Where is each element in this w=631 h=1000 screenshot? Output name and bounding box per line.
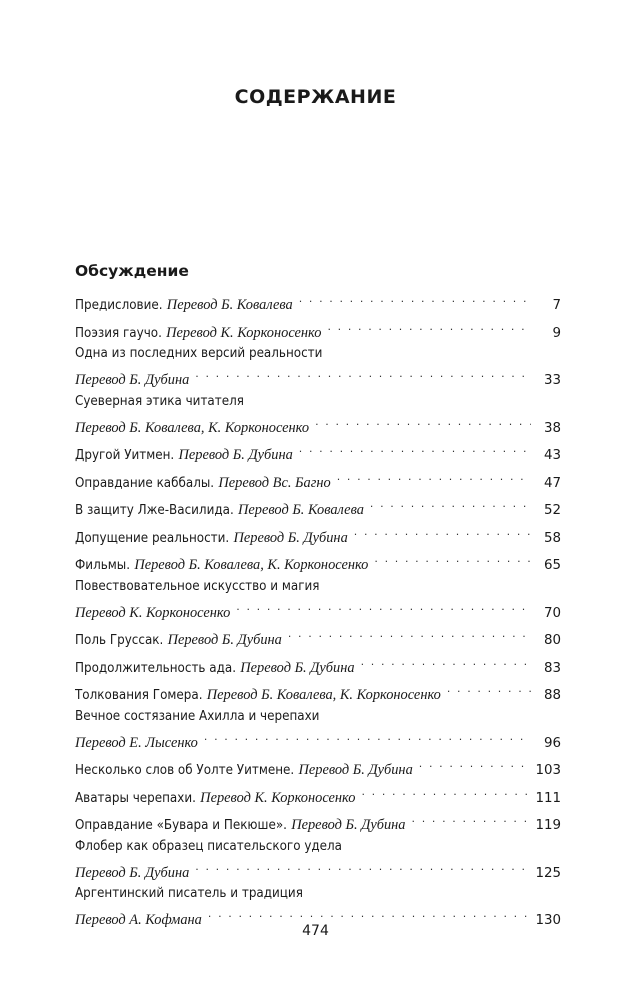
toc-entry-translator: Перевод Б. Ковалева, К. Корконосенко — [134, 557, 369, 573]
toc-entry-title: Толкования Гомера. — [75, 688, 203, 703]
toc-entry-title: Предисловие. — [75, 298, 163, 313]
toc-entry-page: 52 — [543, 503, 561, 518]
dot-leader — [327, 317, 531, 337]
toc-entry[interactable] — [75, 289, 561, 313]
toc-entry-translator: Перевод Б. Ковалева — [166, 297, 293, 313]
toc-entry[interactable] — [75, 679, 561, 703]
toc-title-line — [75, 707, 561, 727]
toc-entry-page: 83 — [543, 660, 561, 676]
toc-entry-page: 33 — [543, 373, 561, 388]
toc-entry-translator: Перевод Б. Ковалева — [238, 502, 364, 518]
toc-entry-title: Несколько слов об Уолте Уитмене. — [75, 763, 295, 778]
table-of-contents — [75, 289, 561, 932]
toc-entry-translator: Перевод Б. Дубина — [298, 762, 413, 778]
toc-entry[interactable] — [75, 782, 561, 806]
toc-title-line — [75, 837, 561, 857]
dot-leader — [315, 412, 531, 432]
toc-entry-translator: Перевод А. Кофмана — [75, 912, 202, 928]
dot-leader — [236, 597, 531, 617]
toc-entry[interactable] — [75, 809, 561, 833]
toc-line — [75, 522, 561, 546]
toc-entry[interactable] — [75, 317, 561, 341]
toc-entry-translator: Перевод Б. Дубина — [291, 817, 406, 833]
toc-entry-translator: Перевод Вс. Багно — [218, 474, 331, 491]
toc-entry-title: В защиту Лже-Василида. — [75, 503, 234, 518]
toc-line — [75, 494, 561, 518]
toc-line — [75, 439, 561, 463]
dot-leader — [299, 289, 531, 309]
toc-entry[interactable] — [75, 522, 561, 546]
toc-translator-line — [75, 364, 561, 388]
toc-entry[interactable] — [75, 577, 561, 621]
page-title: СОДЕРЖАНИЕ — [234, 86, 397, 108]
toc-entry-translator: Перевод Б. Дубина — [75, 864, 190, 881]
toc-entry-translator: Перевод Б. Дубина — [233, 529, 348, 546]
toc-entry-title: Поэзия гаучо. — [75, 325, 162, 341]
toc-entry-title: Аватары черепахи. — [75, 790, 196, 806]
dot-leader — [370, 494, 531, 514]
toc-entry-title: Вечное состязание Ахилла и черепахи — [75, 708, 320, 724]
toc-entry-page: 96 — [543, 735, 561, 751]
dot-leader — [337, 467, 531, 487]
toc-entry-title: Повествовательное искусство и магия — [75, 578, 320, 594]
toc-translator-line — [75, 597, 561, 621]
toc-entry-translator: Перевод Б. Дубина — [167, 632, 282, 648]
toc-entry-page: 58 — [543, 530, 561, 546]
page-number: 474 — [302, 923, 329, 939]
dot-leader — [354, 522, 531, 542]
dot-leader — [204, 727, 531, 747]
toc-entry[interactable] — [75, 392, 561, 436]
toc-entry-page: 70 — [543, 605, 561, 621]
toc-line — [75, 317, 561, 341]
toc-line — [75, 549, 561, 573]
toc-entry-title: Поль Груссак. — [75, 633, 164, 648]
dot-leader — [299, 439, 531, 459]
toc-entry-translator: Перевод Б. Дубина — [240, 659, 355, 676]
toc-entry-page: 38 — [543, 420, 561, 436]
toc-entry-page: 111 — [535, 790, 561, 806]
toc-entry-title: Фильмы. — [75, 558, 131, 573]
toc-line — [75, 782, 561, 806]
toc-entry-page: 88 — [543, 688, 561, 703]
toc-entry-page: 119 — [535, 818, 561, 833]
toc-entry-title: Продолжительность ада. — [75, 660, 236, 676]
toc-line — [75, 754, 561, 778]
dot-leader — [195, 857, 529, 877]
dot-leader — [208, 904, 530, 924]
toc-entry-page: 65 — [543, 558, 561, 573]
toc-entry[interactable] — [75, 344, 561, 388]
toc-entry-page: 103 — [535, 763, 561, 778]
toc-entry-page: 80 — [543, 633, 561, 648]
toc-line — [75, 289, 561, 313]
toc-title-line — [75, 344, 561, 364]
toc-entry-translator: Перевод Б. Ковалева, К. Корконосенко — [75, 419, 310, 436]
toc-title-line — [75, 577, 561, 597]
dot-leader — [361, 782, 529, 802]
toc-entry[interactable] — [75, 624, 561, 648]
toc-entry-translator: Перевод Б. Дубина — [178, 447, 293, 463]
toc-entry-title: Оправдание каббалы. — [75, 475, 215, 491]
toc-title-line — [75, 392, 561, 412]
toc-entry-page: 47 — [543, 475, 561, 491]
toc-entry-page: 9 — [552, 325, 561, 341]
toc-entry-title: Аргентинский писатель и традиция — [75, 886, 303, 901]
toc-entry-title: Оправдание «Бувара и Пекюше». — [75, 818, 287, 833]
toc-entry[interactable] — [75, 467, 561, 491]
toc-entry[interactable] — [75, 884, 561, 928]
toc-entry[interactable] — [75, 837, 561, 881]
section-heading: Обсуждение — [75, 262, 189, 280]
toc-entry[interactable] — [75, 494, 561, 518]
toc-entry[interactable] — [75, 754, 561, 778]
toc-entry-page: 130 — [535, 913, 561, 928]
toc-entry[interactable] — [75, 652, 561, 676]
toc-entry-title: Допущение реальности. — [75, 530, 230, 546]
toc-entry[interactable] — [75, 439, 561, 463]
toc-translator-line — [75, 857, 561, 881]
dot-leader — [419, 754, 530, 774]
toc-entry-title: Флобер как образец писательского удела — [75, 838, 343, 854]
toc-entry-page: 125 — [535, 865, 561, 881]
toc-entry-translator: Перевод Е. Лысенко — [75, 734, 198, 751]
dot-leader — [361, 652, 531, 672]
dot-leader — [195, 364, 531, 384]
toc-entry-translator: Перевод К. Корконосенко — [75, 604, 231, 621]
toc-entry-translator: Перевод Б. Дубина — [75, 372, 190, 388]
toc-entry-translator: Перевод К. Корконосенко — [166, 324, 322, 341]
dot-leader — [288, 624, 531, 644]
dot-leader — [412, 809, 530, 829]
toc-entry-title: Одна из последних версий реальности — [75, 346, 323, 361]
toc-entry-title: Другой Уитмен. — [75, 448, 175, 463]
toc-entry-page: 7 — [552, 298, 561, 313]
dot-leader — [374, 549, 531, 569]
toc-line — [75, 809, 561, 833]
toc-entry[interactable] — [75, 707, 561, 751]
toc-title-line — [75, 884, 561, 904]
toc-entry-title: Суеверная этика читателя — [75, 393, 244, 409]
toc-line — [75, 652, 561, 676]
toc-translator-line — [75, 904, 561, 928]
toc-line — [75, 467, 561, 491]
toc-entry-translator: Перевод К. Корконосенко — [200, 789, 356, 806]
toc-line — [75, 679, 561, 703]
toc-entry[interactable] — [75, 549, 561, 573]
toc-translator-line — [75, 727, 561, 751]
toc-entry-page: 43 — [543, 448, 561, 463]
toc-entry-translator: Перевод Б. Ковалева, К. Корконосенко — [206, 687, 441, 703]
dot-leader — [447, 679, 531, 699]
toc-translator-line — [75, 412, 561, 436]
toc-line — [75, 624, 561, 648]
